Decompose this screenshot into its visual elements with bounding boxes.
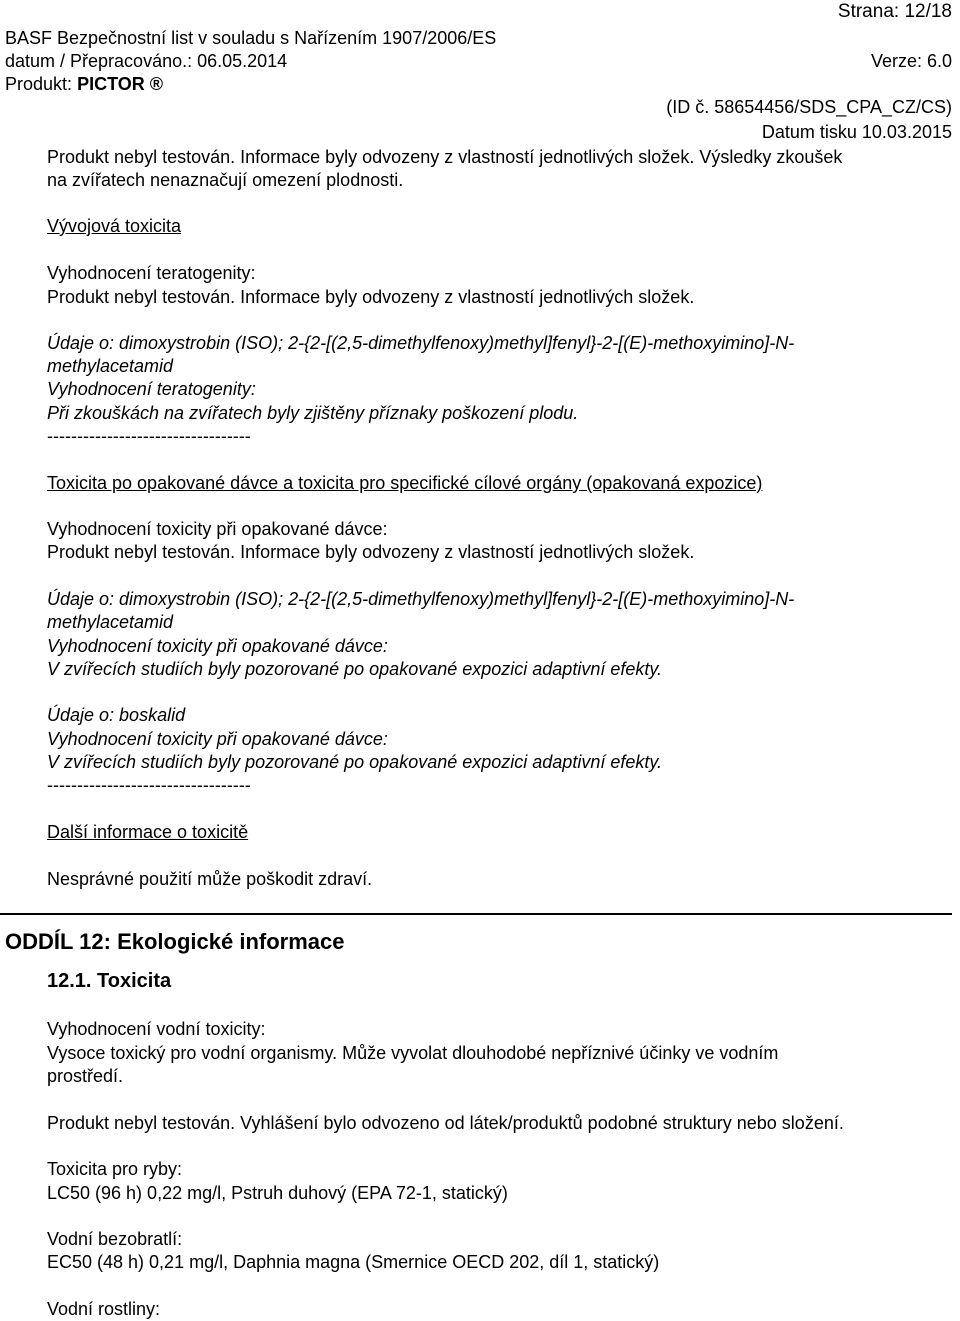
product-name: PICTOR [77, 74, 145, 94]
section-divider [0, 913, 952, 915]
invertebrates-value: EC50 (48 h) 0,21 mg/l, Daphnia magna (Smernice OECD 202, díl 1, statický) [47, 1252, 660, 1272]
repeat-dose-text: Produkt nebyl testován. Informace byly odvozeny z vlastností jednotlivých složek. [47, 542, 695, 562]
version: Verze: 6.0 [870, 51, 952, 71]
repeat-dose-label-3: Vyhodnocení toxicity při opakované dávce: [47, 729, 388, 749]
separator-1: ---------------------------------- [47, 426, 251, 446]
dev-tox-heading: Vývojová toxicita [47, 216, 182, 236]
section-title: ODDÍL 12: Ekologické informace [5, 929, 345, 954]
aquatic-text-2: prostředí. [47, 1066, 124, 1086]
aquatic-text-1: Vysoce toxický pro vodní organismy. Může vyvolat dlouhodobé nepříznivé účinky ve vodním [47, 1043, 779, 1063]
data-dimoxystrobin-4: methylacetamid [47, 612, 174, 632]
terato-label: Vyhodnocení teratogenity: [47, 263, 256, 283]
product-line [5, 75, 163, 93]
print-date: Datum tisku 10.03.2015 [761, 122, 952, 142]
separator-2: ---------------------------------- [47, 775, 251, 795]
repeat-dose-result-1: V zvířecích studiích byly pozorované po opakované expozici adaptivní efekty. [47, 659, 663, 679]
page-number: Strana: 12/18 [837, 1, 952, 22]
subsection-title: 12.1. Toxicita [47, 970, 172, 992]
data-boskalid: Údaje o: boskalid [47, 705, 186, 725]
terato-result: Při zkouškách na zvířatech byly zjištěny příznaky poškození plodu. [47, 403, 579, 423]
more-info-text: Nesprávné použití může poškodit zdraví. [47, 869, 373, 889]
data-dimoxystrobin-3: Údaje o: dimoxystrobin (ISO); 2-{2-[(2,5-dimethylfenoxy)methyl]fenyl}-2-[(E)-methoxyimino]-N- [47, 589, 795, 609]
plants-label: Vodní rostliny: [47, 1299, 161, 1319]
aquatic-label: Vyhodnocení vodní toxicity: [47, 1019, 266, 1039]
invertebrates-label: Vodní bezobratlí: [47, 1229, 183, 1249]
terato-text: Produkt nebyl testován. Informace byly odvozeny z vlastností jednotlivých složek. [47, 287, 695, 307]
revision-date: datum / Přepracováno.: 06.05.2014 [5, 51, 288, 71]
repeat-dose-heading: Toxicita po opakované dávce a toxicita pro specifické cílové orgány (opakovaná expozice) [47, 473, 763, 493]
more-info-heading: Další informace o toxicitě [47, 822, 249, 842]
repeat-dose-result-2: V zvířecích studiích byly pozorované po opakované expozici adaptivní efekty. [47, 752, 663, 772]
not-tested-text: Produkt nebyl testován. Vyhlášení bylo odvozeno od látek/produktů podobné struktury nebo složení. [47, 1113, 844, 1133]
data-dimoxystrobin-1: Údaje o: dimoxystrobin (ISO); 2-{2-[(2,5-dimethylfenoxy)methyl]fenyl}-2-[(E)-methoxyimino]-N- [47, 333, 795, 353]
fish-value: LC50 (96 h) 0,22 mg/l, Pstruh duhový (EPA 72-1, statický) [47, 1183, 508, 1203]
terato-label-2: Vyhodnocení teratogenity: [47, 379, 256, 399]
registered-mark: ® [149, 74, 164, 94]
product-label: Produkt: [5, 74, 73, 94]
fish-label: Toxicita pro ryby: [47, 1159, 183, 1179]
fertility-text-2: na zvířatech nenaznačují omezení plodnosti. [47, 170, 404, 190]
fertility-text-1: Produkt nebyl testován. Informace byly odvozeny z vlastností jednotlivých složek. Výsledky zkoušek [47, 147, 843, 167]
document-title: BASF Bezpečnostní list v souladu s Nařízením 1907/2006/ES [5, 28, 497, 48]
repeat-dose-label-2: Vyhodnocení toxicity při opakované dávce: [47, 636, 388, 656]
document-id: (ID č. 58654456/SDS_CPA_CZ/CS) [666, 97, 952, 117]
data-dimoxystrobin-2: methylacetamid [47, 356, 174, 376]
repeat-dose-label: Vyhodnocení toxicity při opakované dávce: [47, 519, 388, 539]
